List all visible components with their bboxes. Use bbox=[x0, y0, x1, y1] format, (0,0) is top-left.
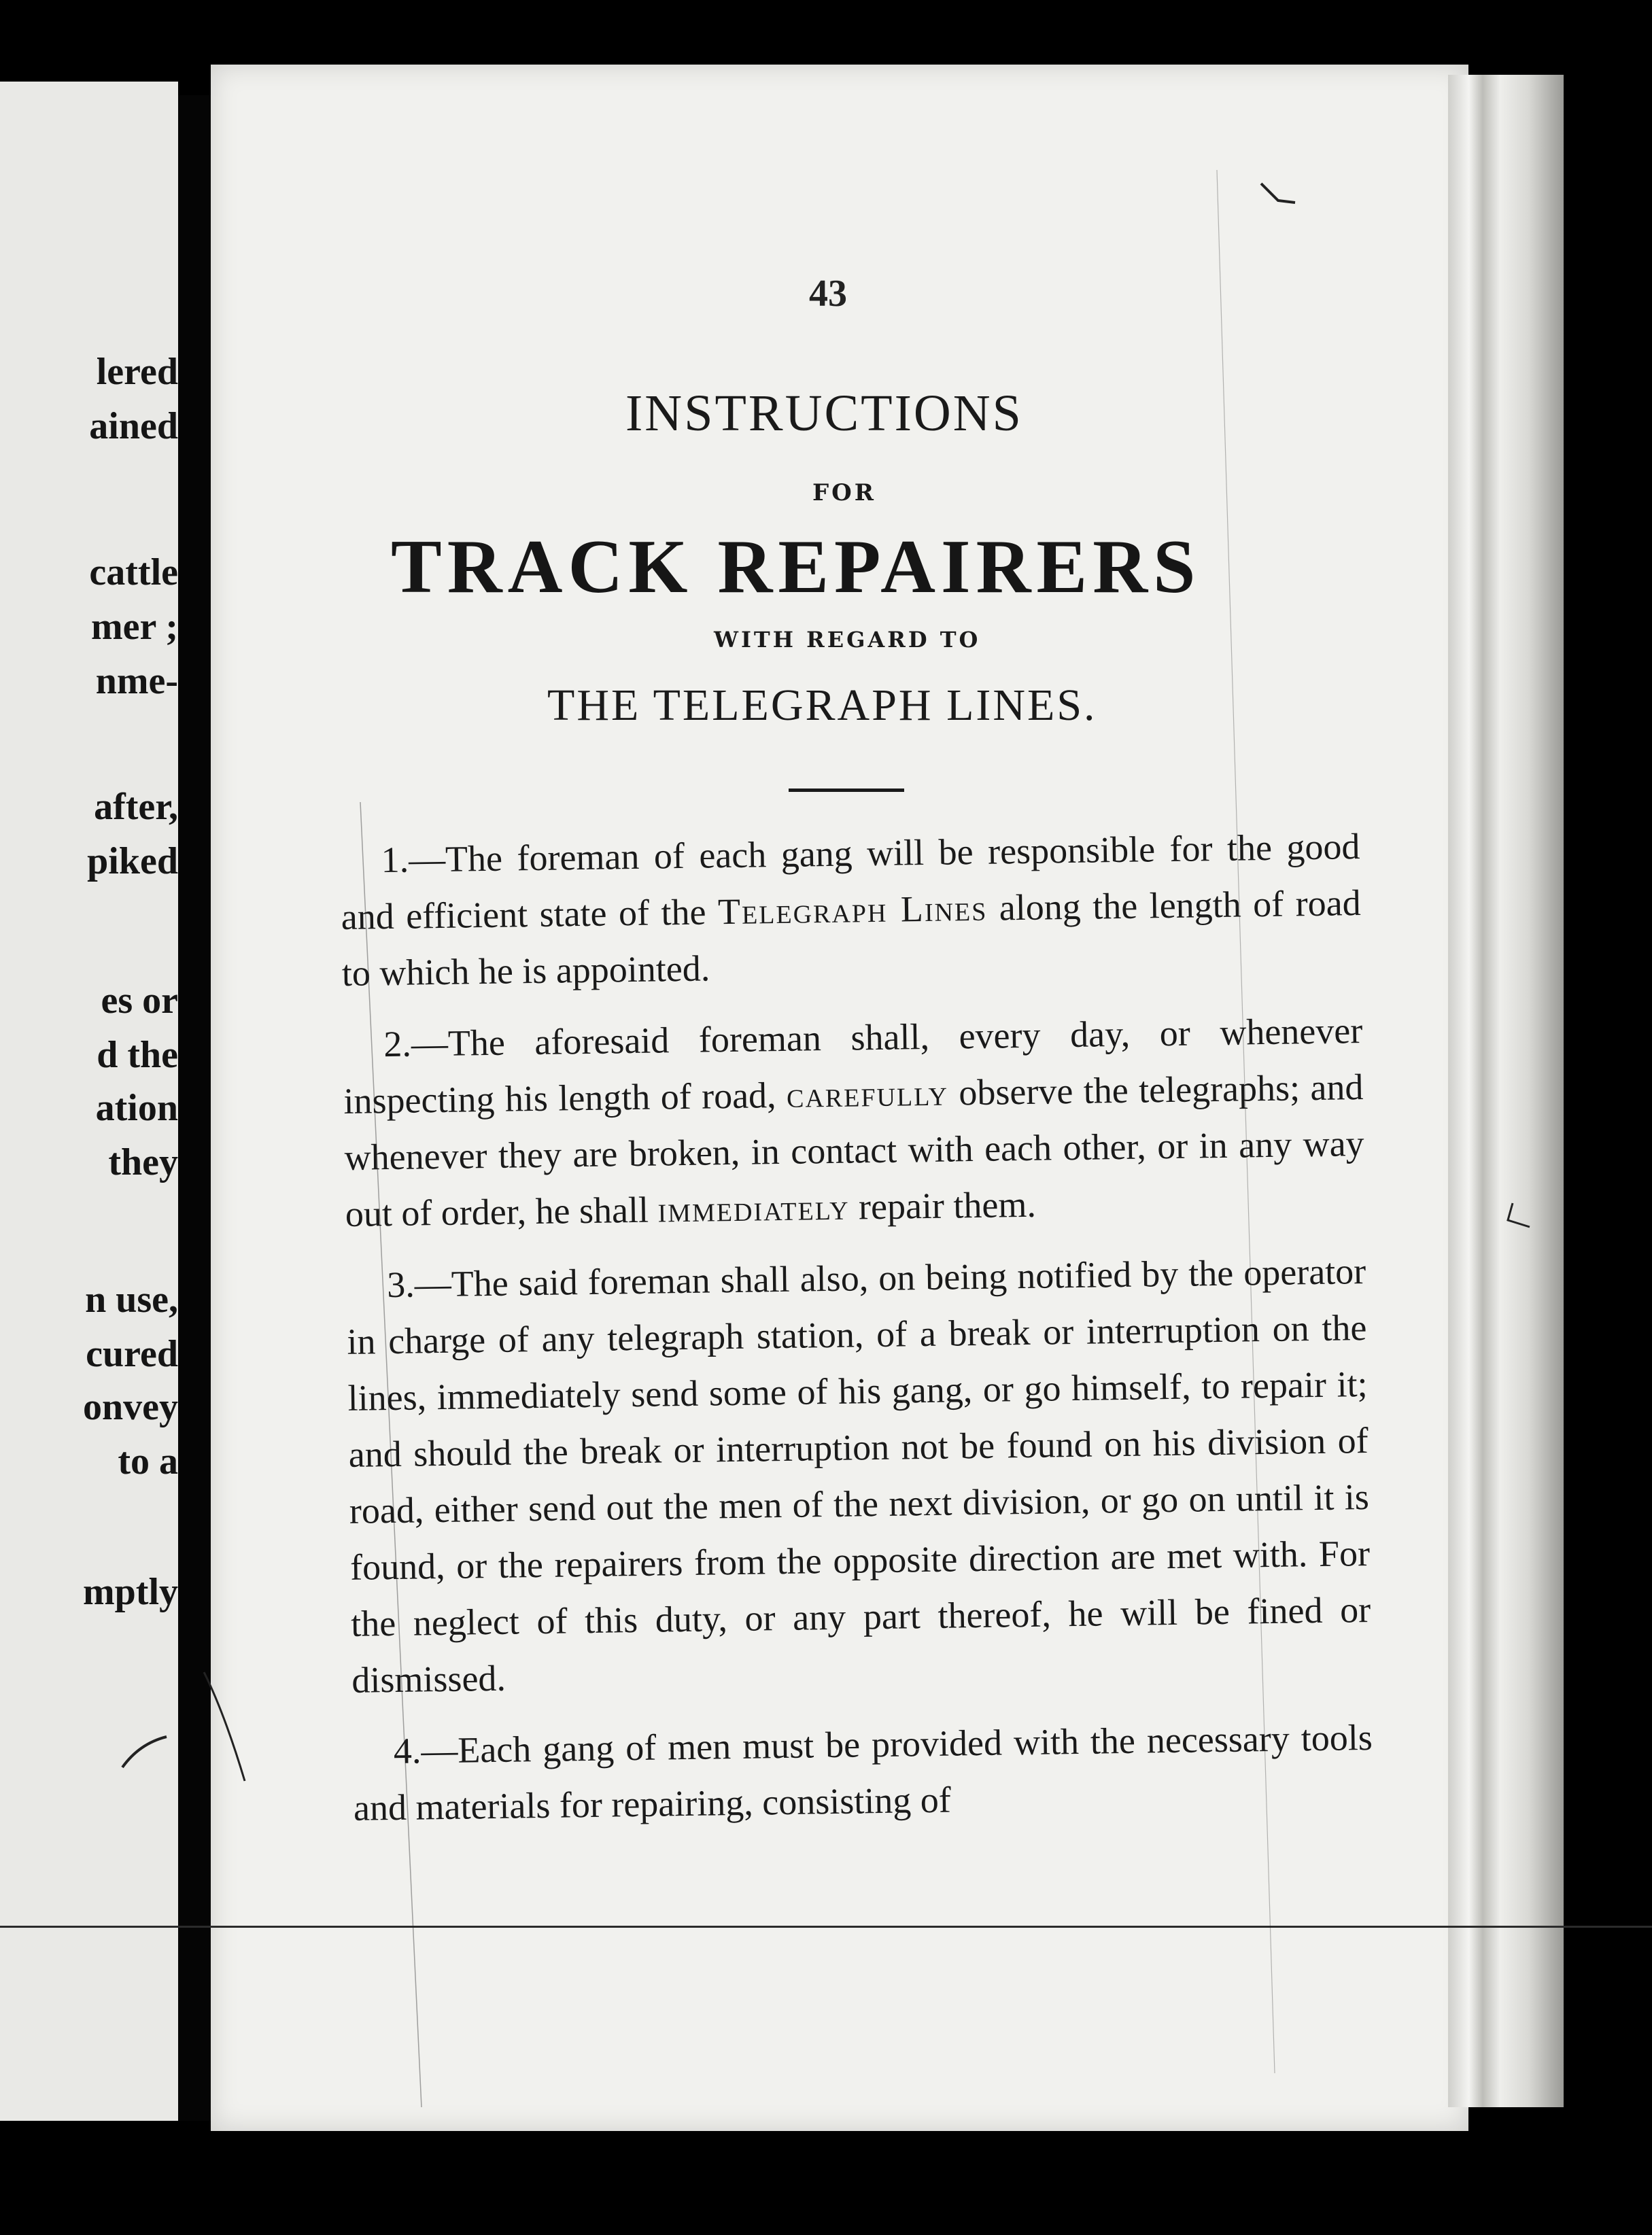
left-page-fragment bbox=[0, 82, 178, 2121]
scan-line bbox=[0, 1926, 1652, 1928]
paragraph-3: 3.—The said foreman shall also, on being notified by the operator in charge of any telegraph station, of a break or interruption on the lines, immediately send some of his gang, or go himself, to repair it; and should the break or interruption not be found on his division of road, either send out the men of the next division, or go on until it is found, or the repairers from the opposite direction are met with. For the neglect of this duty, or any part thereof, he will be fined or dismissed. bbox=[347, 1250, 1371, 1701]
paragraph-2 bbox=[343, 1003, 1365, 1243]
paragraph-2-text: 2.—The aforesaid foreman shall, every day, or whenever inspecting his length of road, bbox=[343, 1010, 1363, 1122]
left-text-fragment: cured bbox=[86, 1333, 178, 1375]
paragraph-1-text-end: along the length of road to which he is appointed. bbox=[341, 882, 1362, 994]
title-rule bbox=[789, 789, 904, 792]
left-text-fragment: es or bbox=[101, 980, 178, 1022]
title-instructions: INSTRUCTIONS bbox=[625, 385, 1023, 442]
left-text-fragment: lered bbox=[96, 351, 178, 393]
left-text-fragment: nme- bbox=[95, 660, 178, 702]
title-track-repairers: TRACK REPAIRERS bbox=[391, 525, 1201, 609]
paragraph-2-text-mid: observe the telegraphs; and whenever they are broken, in contact with each other, or in any way out of order, he shall bbox=[344, 1067, 1364, 1234]
left-text-fragment: after, bbox=[94, 786, 178, 828]
left-text-fragment: onvey bbox=[83, 1386, 178, 1428]
small-caps-immediately: immediately bbox=[657, 1186, 850, 1230]
instructions-body bbox=[340, 818, 1374, 1852]
title-for: FOR bbox=[812, 479, 877, 506]
page-edge bbox=[1448, 75, 1564, 2107]
small-caps-carefully: carefully bbox=[786, 1072, 949, 1115]
left-text-fragment: ation bbox=[95, 1087, 178, 1129]
small-caps-telegraph-lines: Telegraph Lines bbox=[717, 887, 988, 933]
paragraph-1 bbox=[340, 818, 1362, 1002]
left-text-fragment: ained bbox=[89, 405, 178, 447]
left-text-fragment: piked bbox=[87, 840, 178, 882]
left-text-fragment: mer ; bbox=[91, 606, 178, 648]
paragraph-4: 4.—Each gang of men must be provided with the necessary tools and materials for repairing, consisting of bbox=[353, 1716, 1373, 1829]
page-number: 43 bbox=[809, 273, 847, 315]
left-text-fragment: n use, bbox=[85, 1279, 178, 1321]
title-with-regard: WITH REGARD TO bbox=[714, 627, 981, 653]
left-text-fragment: d the bbox=[97, 1034, 178, 1076]
left-text-fragment: they bbox=[108, 1141, 178, 1183]
paragraph-1-text: 1.—The foreman of each gang will be responsible for the good and efficient state of the bbox=[341, 826, 1360, 937]
paragraph-2-text-end: repair them. bbox=[849, 1183, 1037, 1228]
left-text-fragment: mptly bbox=[83, 1571, 178, 1613]
left-text-fragment: to a bbox=[118, 1440, 178, 1483]
left-text-fragment: cattle bbox=[89, 551, 178, 593]
title-telegraph-lines: THE TELEGRAPH LINES. bbox=[547, 680, 1097, 730]
book-gutter bbox=[178, 95, 211, 2121]
